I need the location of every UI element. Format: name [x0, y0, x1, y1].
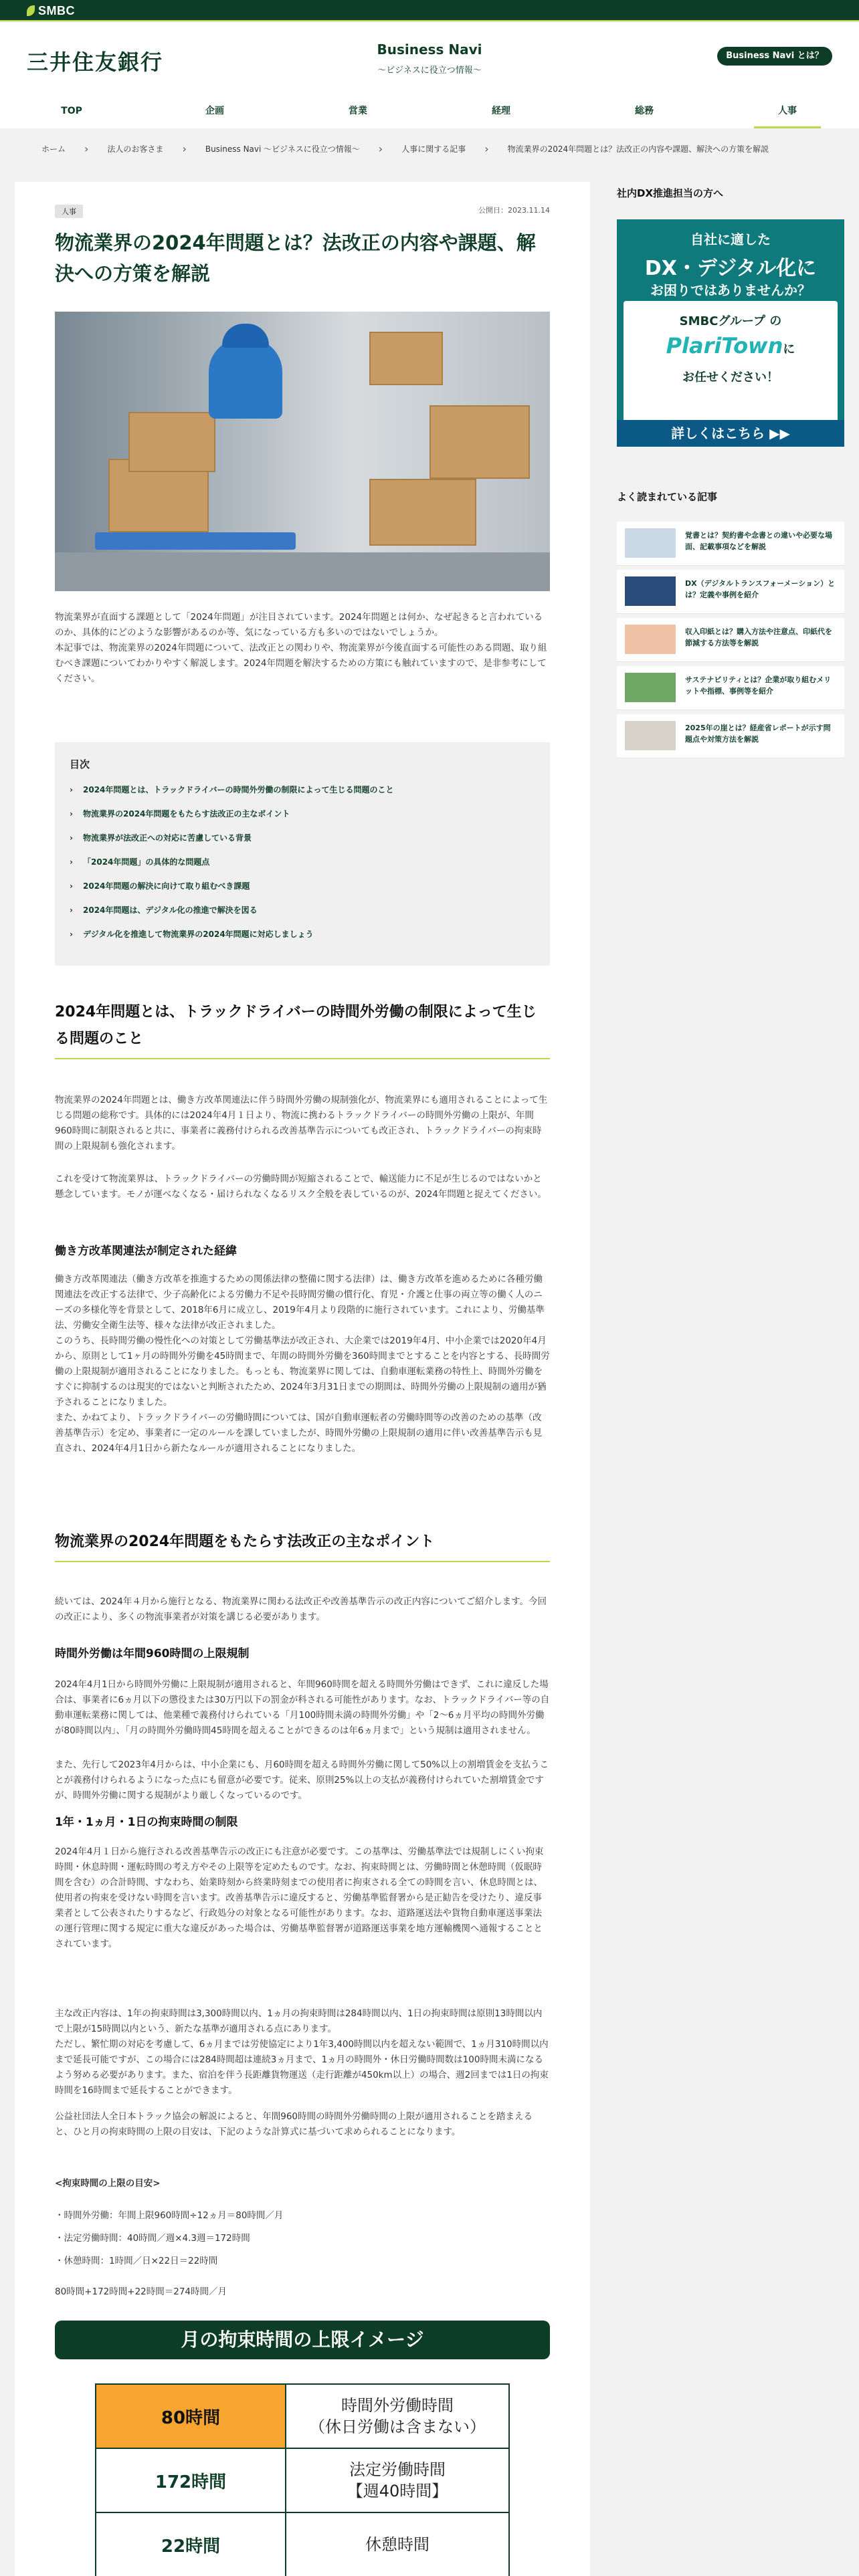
chevron-right-icon: ›	[378, 142, 383, 155]
box-illustration	[369, 479, 476, 546]
dx-section-title: 社内DX推進担当の方へ	[617, 187, 724, 199]
article-thumbnail	[625, 721, 676, 750]
banner-card	[624, 301, 838, 423]
article-thumbnail	[625, 528, 676, 558]
popular-article-title: DX（デジタルトランスフォーメーション）とは？定義や事例を紹介	[685, 579, 836, 599]
logo-text: SMBC	[38, 4, 75, 17]
intro-text: 物流業界が直面する課題として「2024年問題」が注目されています。2024年問題とは何か、なぜ起きると言われているのか、具体的にどのような影響があるのか等、気になっている方も多いのではないでしょうか。 本記事では、物流業界の2024年問題について、法改正との関わりや、物流業界が今後直面する可能性のある問題、取り組むべき課題についてわかりやすく解説します。2024年問題を解決するための方策にも触れていますので、是非参考にしてください。	[55, 612, 547, 684]
subsection-heading: 1年・1ヵ月・1日の拘束時間の制限	[55, 1816, 238, 1829]
top-bar	[0, 0, 859, 21]
box-illustration	[430, 405, 530, 479]
hours-cell: 22時間	[96, 2512, 286, 2576]
toc-item-label: 2024年問題とは、トラックドライバーの時間外労働の制限によって生じる問題のこと	[83, 785, 394, 794]
banner-card-line: お任せください！	[682, 370, 779, 385]
category-tag[interactable]: 人事	[55, 205, 83, 218]
chevron-right-icon: ›	[70, 809, 73, 819]
popular-article-title: 2025年の崖とは？経産省レポートが示す問題点や対策方法を解説	[685, 724, 831, 744]
popular-article-title: 覚書とは？契約書や念書との違いや必要な場面、記載事項などを解説	[685, 531, 832, 551]
toc-item[interactable]	[70, 826, 535, 850]
chevron-right-icon: ›	[70, 881, 73, 891]
paragraph: 続いては、2024年４月から施行となる、物流業界に関わる法改正や改善基準告示の改正内容についてご紹介します。今回の改正により、多くの物流事業者が対策を講じる必要があります。	[55, 1596, 547, 1622]
calc-heading: <拘束時間の上限の目安>	[55, 2178, 161, 2189]
toc-item-label: 「2024年問題」の具体的な問題点	[83, 857, 210, 867]
banner-cta-button[interactable]: 詳しくはこちら ▶▶	[617, 420, 844, 447]
toc-item[interactable]	[70, 778, 535, 802]
article-thumbnail	[625, 625, 676, 654]
nav-hr[interactable]: 人事	[716, 98, 859, 128]
toc-item[interactable]	[70, 898, 535, 922]
breadcrumb-home[interactable]: ホーム	[41, 144, 66, 154]
banner-line: 自社に適した	[690, 231, 771, 247]
breadcrumb-hr-articles[interactable]: 人事に関する記事	[401, 144, 466, 154]
box-illustration	[128, 412, 215, 472]
hours-cell: 172時間	[96, 2448, 286, 2512]
article-thumbnail	[625, 576, 676, 606]
paragraph: 物流業界の2024年問題とは、働き方改革関連法に伴う時間外労働の規制強化が、物流業界にも適用されることによって生じる問題の総称です。具体的には2024年4月１日より、物流に携わるトラックドライバーの時間外労働の上限が、年間960時間に制限されると共に、事業者に義務付けられる改善基準告示についても改正され、トラックドライバーの拘束時間の上限規制も強化されます。	[55, 1095, 548, 1152]
plaritown-logo	[624, 333, 838, 358]
site-header	[0, 23, 859, 128]
toc-item[interactable]	[70, 850, 535, 874]
nav-planning[interactable]: 企画	[205, 106, 224, 116]
breadcrumb	[0, 128, 859, 169]
limit-image-title: 月の拘束時間の上限イメージ	[55, 2321, 550, 2359]
toc-item-label: デジタル化を推進して物流業界の2024年問題に対応しましょう	[83, 930, 314, 939]
section-heading: 物流業界の2024年問題をもたらす法改正の主なポイント	[55, 1529, 550, 1562]
chevron-right-icon: ›	[84, 142, 89, 155]
breadcrumb-business-navi[interactable]: Business Navi 〜ビジネスに役立つ情報〜	[205, 144, 360, 154]
calc-line: ・時間外労働：年間上限960時間÷12ヵ月＝80時間／月	[55, 2210, 284, 2221]
calc-sum: 80時間+172時間+22時間＝274時間／月	[55, 2286, 227, 2297]
chevron-right-icon: ›	[70, 833, 73, 843]
subsection-heading: 働き方改革関連法が制定された経緯	[55, 1245, 237, 1258]
popular-article-item[interactable]	[617, 666, 844, 710]
table-of-contents	[55, 742, 550, 966]
banner-card-suffix: に	[783, 342, 795, 356]
leaf-icon	[27, 5, 35, 16]
chevron-right-icon: ›	[70, 785, 73, 794]
box-illustration	[369, 332, 443, 385]
about-business-navi-button[interactable]: Business Navi とは？	[717, 47, 832, 66]
smbc-logo[interactable]	[27, 4, 75, 18]
nav-accounting[interactable]: 経理	[492, 106, 510, 116]
label-cell: 休憩時間	[286, 2512, 509, 2576]
hero-image	[55, 312, 550, 591]
limit-table	[95, 2383, 510, 2576]
paragraph: 2024年4月１日から施行される改善基準告示の改正にも注意が必要です。この基準は、労働基準法では規制しにくい拘束時間・休息時間・運転時間の考え方やその上限等を定めたものです。なお、拘束時間とは、労働時間と休憩時間（仮眠時間を含む）の合計時間、すなわち、始業時刻から終業時刻までの使用者に拘束される全ての時間を言い、休息時間とは、使用者の拘束を受けない時間を言います。改善基準告示に違反すると、労働基準監督署から是正勧告を受けたり、違反事業者として公表されたりするなど、行政処分の対象となる可能性があります。なお、道路運送法や貨物自動車運送事業法の運行管理に関する規定に重大な違反があった場合は、労働基準監督署が道路運送事業を地方運輸機関へ通報することとされています。	[55, 1846, 544, 1949]
nav-top[interactable]: TOP	[61, 106, 82, 116]
calc-line: ・法定労働時間：40時間／週×4.3週＝172時間	[55, 2233, 250, 2244]
paragraph: 公益社団法人全日本トラック協会の解説によると、年間960時間の時間外労働時間の上限が適用されることを踏まえると、ひと月の拘束時間の上限の目安は、下記のような計算式に基づいて求められることになります。	[55, 2111, 533, 2137]
popular-article-title: サステナビリティとは？企業が取り組むメリットや指標、事例等を紹介	[685, 675, 832, 695]
toc-item[interactable]	[70, 802, 535, 826]
chevron-right-icon: ›	[484, 142, 489, 155]
nav-general-affairs[interactable]: 総務	[635, 106, 654, 116]
hours-cell: 80時間	[96, 2384, 286, 2448]
worker-illustration	[209, 338, 282, 419]
toc-item[interactable]	[70, 922, 535, 946]
toc-item-label: 物流業界の2024年問題をもたらす法改正の主なポイント	[83, 809, 290, 819]
toc-item-label: 2024年問題の解決に向けて取り組むべき課題	[83, 881, 250, 891]
popular-article-item[interactable]	[617, 618, 844, 662]
label-cell: 時間外労働時間 （休日労働は含まない）	[286, 2384, 509, 2448]
paragraph: 働き方改革関連法（働き方改革を推進するための関係法律の整備に関する法律）は、働き方改革を進めるために各種労働関連法を改正する法律で、少子高齢化による労働力不足や長時間労働の慣行化、育児・介護と仕事の両立等の働く人のニーズの多様化等を背景として、2018年6月に成立し、2019年4月より段階的に施行されています。これにより、労働基準法、労働安全衛生法等、様々な法律が改正されました。 このうち、長時間労働の慢性化への対策として労働基準法が改正され、大企業では2019年4月、中小企業では2020年4月から、原則として1ヶ月の時間外労働を45時間まで、年間の時間外労働を360時間までとすることを内容とする、長時間労働の上限規制が適用されることになりました。もっとも、物流業界に関しては、自動車運転業務の特性上、時間外労働をすぐに抑制するのは現実的ではないと判断されたため、2024年3月31日までの期間は、時間外労働の上限規制の適用が猶予されることになりました。 また、かねてより、トラックドライバーの労働時間については、国が自動車運転者の労働時間等の改善のための基準（改善基準告示）を定め、事業者に一定のルールを課していましたが、時間外労働の上限規制の適用に伴い改善基準告示も見直され、2024年4月1日から新たなルールが適用されることになりました。	[55, 1274, 550, 1454]
breadcrumb-current: 物流業界の2024年問題とは？法改正の内容や課題、解決への方策を解説	[507, 144, 769, 154]
section-heading: 2024年問題とは、トラックドライバーの時間外労働の制限によって生じる問題のこと	[55, 999, 550, 1059]
chevron-right-icon: ›	[70, 857, 73, 867]
article-thumbnail	[625, 673, 676, 702]
table-row	[96, 2512, 509, 2576]
plaritown-banner[interactable]	[617, 219, 844, 447]
cap-illustration	[222, 324, 269, 348]
subsection-heading: 時間外労働は年間960時間の上限規制	[55, 1647, 250, 1660]
popular-section-title: よく読まれている記事	[617, 491, 718, 503]
chevron-right-icon: ›	[182, 142, 187, 155]
business-navi-subtitle: 〜ビジネスに役立つ情報〜	[377, 66, 482, 76]
article-title: 物流業界の2024年問題とは？法改正の内容や課題、解決への方策を解説	[55, 231, 536, 285]
chevron-right-icon: ›	[70, 930, 73, 939]
popular-article-item[interactable]	[617, 714, 844, 758]
plaritown-logo-text: PlariTown	[666, 333, 783, 358]
bank-name[interactable]: 三井住友銀行	[27, 49, 164, 75]
breadcrumb-corporate[interactable]: 法人のお客さま	[107, 144, 164, 154]
publish-date: 公開日：2023.11.14	[478, 206, 550, 215]
paragraph: また、先行して2023年4月からは、中小企業にも、月60時間を超える時間外労働に関して50%以上の割増賃金を支払うことが義務付けられるようになった点にも留意が必要です。従来、原則25%以上の支払が義務付けられていた割増賃金ですが、時間外労働に関する規制がより厳しくなっているのです。	[55, 1759, 549, 1801]
popular-article-item[interactable]	[617, 570, 844, 614]
global-nav	[0, 98, 859, 128]
paragraph: 主な改正内容は、1年の拘束時間は3,300時間以内、1ヵ月の拘束時間は284時間以内、1日の拘束時間は原則13時間以内で上限が15時間以内という、新たな基準が適用される点にあります。 ただし、繁忙期の対応を考慮して、6ヵ月までは労使協定により1年3,400時間以内を超えない範囲で、1ヵ月310時間以内まで延長可能ですが、この場合には284時間超は連続3ヵ月まで、1ヵ月の時間外・休日労働時間数は100時間未満になるよう努める必要があります。また、宿泊を伴う長距離貨物運送（走行距離が450km以上）の場合、週2回までは1日の拘束時間を16時間まで延長することができます。	[55, 2008, 549, 2096]
popular-article-item[interactable]	[617, 522, 844, 566]
toc-item[interactable]	[70, 874, 535, 898]
paragraph: 2024年4月1日から時間外労働に上限規制が適用されると、年間960時間を超える時間外労働はできず、これに違反した場合は、事業者に6ヵ月以下の懲役または30万円以下の罰金が科される可能性があります。なお、トラックドライバー等の自動車運転業務に関しては、他業種で義務付けられている「月100時間未満の時間外労働」や「2〜6ヵ月平均の時間外労働が80時間以内」、「月の時間外労働時間45時間を超えることができるのは年6ヵ月まで」という規制は適用されません。	[55, 1679, 550, 1736]
business-navi-title[interactable]: Business Navi	[377, 41, 482, 58]
paragraph: これを受けて物流業界は、トラックドライバーの労働時間が短縮されることで、輸送能力に不足が生じるのではないかと懸念しています。モノが運べなくなる・届けられなくなるリスク全般を表しているのが、2024年問題と捉えてください。	[55, 1174, 547, 1200]
banner-card-line: SMBCグループ の	[679, 314, 782, 328]
floor-illustration	[55, 552, 550, 591]
banner-line: お困りではありませんか？	[650, 282, 811, 298]
popular-article-title: 収入印紙とは？購入方法や注意点、印紙代を節減する方法等を解説	[685, 627, 832, 647]
toc-item-label: 物流業界が法改正への対応に苦慮している背景	[83, 833, 252, 843]
banner-line: DX・デジタル化に	[644, 257, 817, 280]
cart-illustration	[95, 532, 296, 550]
article-panel	[15, 182, 590, 2576]
chevron-right-icon: ›	[70, 905, 73, 915]
label-cell: 法定労働時間 【週40時間】	[286, 2448, 509, 2512]
nav-sales[interactable]: 営業	[349, 106, 367, 116]
table-row	[96, 2448, 509, 2512]
table-row	[96, 2384, 509, 2448]
calc-line: ・休憩時間：1時間／日×22日＝22時間	[55, 2256, 218, 2266]
toc-item-label: 2024年問題は、デジタル化の推進で解決を図る	[83, 905, 258, 915]
toc-title: 目次	[70, 758, 90, 770]
